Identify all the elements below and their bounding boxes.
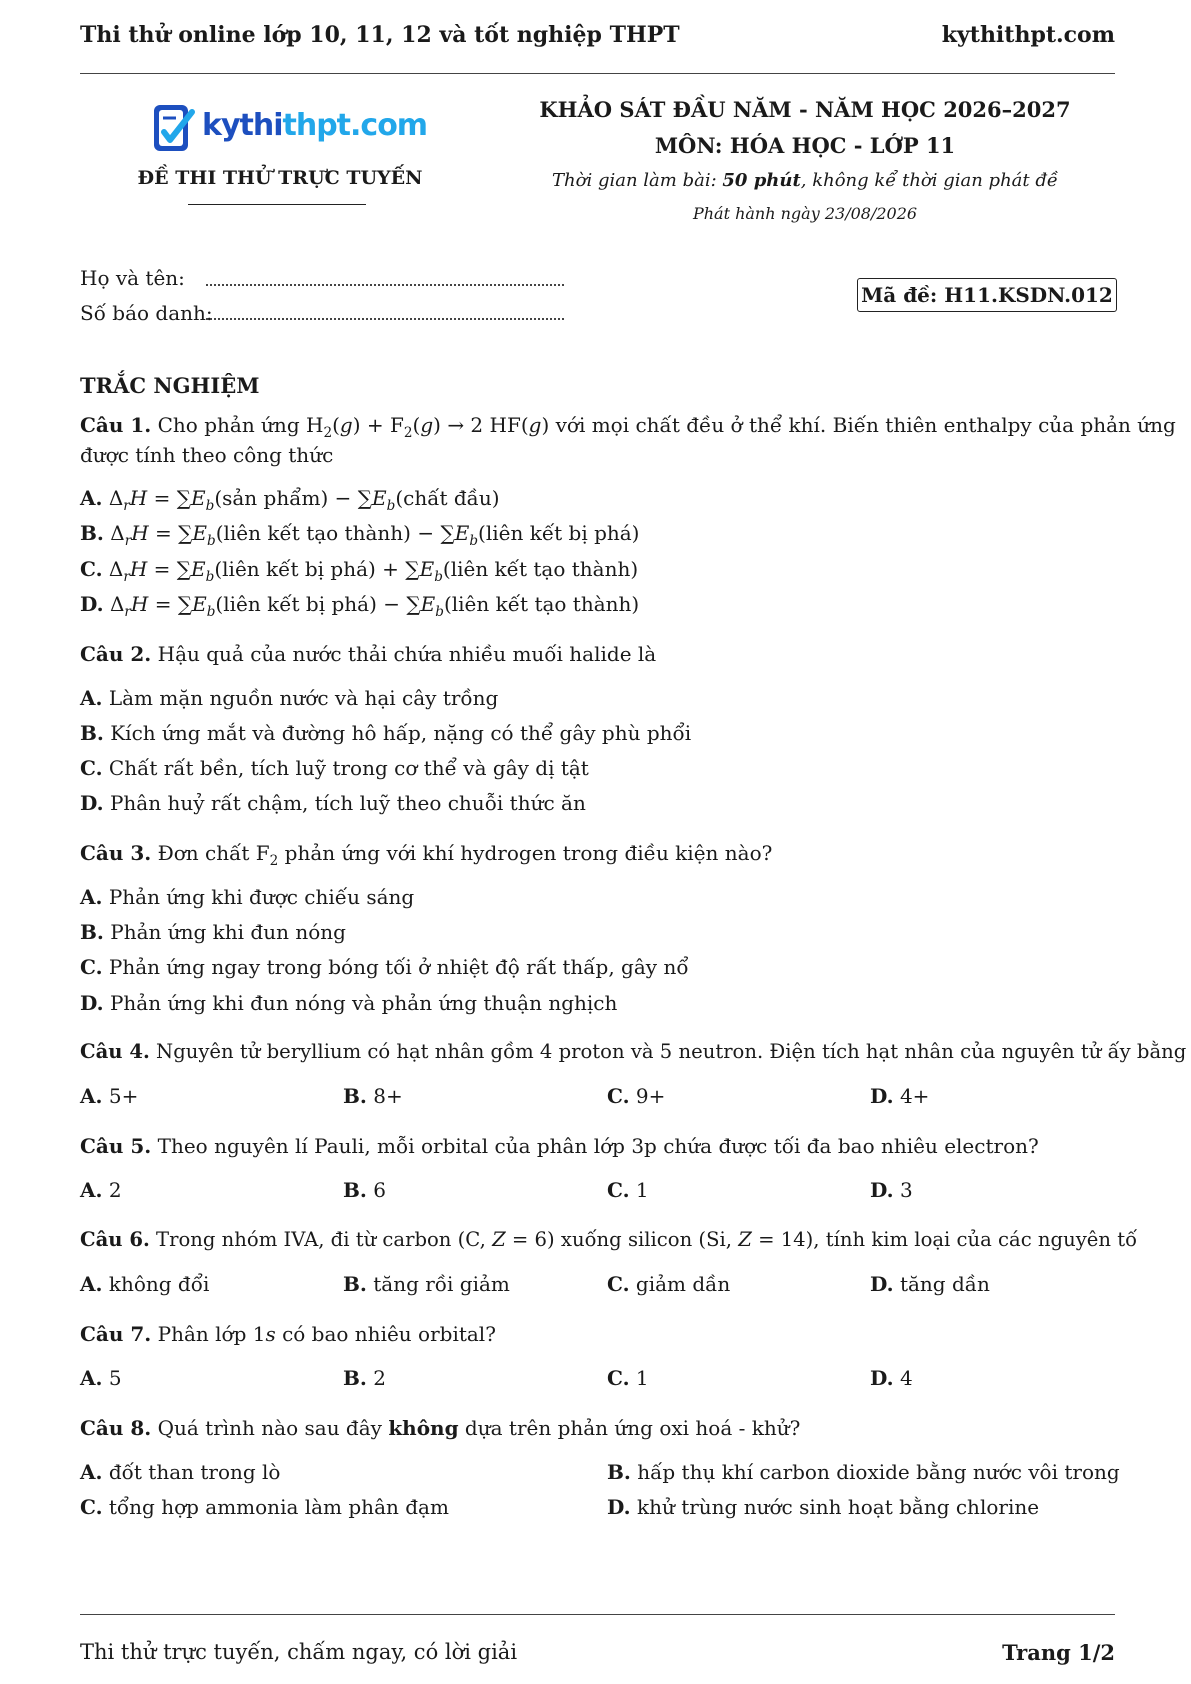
- q7-option-b[interactable]: B. 2: [343, 1366, 386, 1390]
- question-5: Câu 5. Theo nguyên lí Pauli, mỗi orbital của phân lớp 3p chứa được tối đa bao nhiêu electron?: [80, 1134, 1039, 1158]
- q6-option-c[interactable]: C. giảm dần: [607, 1272, 731, 1296]
- header-site-url[interactable]: kythithpt.com: [941, 22, 1115, 48]
- q3-option-b[interactable]: B. Phản ứng khi đun nóng: [80, 920, 346, 944]
- site-logo: [150, 100, 428, 160]
- header-rule: [80, 73, 1115, 74]
- footer-rule: [80, 1614, 1115, 1615]
- footer-slogan: Thi thử trực tuyến, chấm ngay, có lời giải: [80, 1640, 518, 1664]
- q6-option-a[interactable]: A. không đổi: [80, 1272, 210, 1296]
- q2-option-d[interactable]: D. Phân huỷ rất chậm, tích luỹ theo chuỗi thức ăn: [80, 791, 586, 815]
- exam-release-date: Phát hành ngày 23/08/2026: [692, 204, 918, 223]
- q6-option-b[interactable]: B. tăng rồi giảm: [343, 1272, 510, 1296]
- logo-wordmark: kythithpt.com: [202, 108, 428, 143]
- q3-option-a[interactable]: A. Phản ứng khi được chiếu sáng: [80, 885, 415, 909]
- exam-subject: MÔN: HÓA HỌC - LỚP 11: [654, 133, 956, 158]
- q4-option-a[interactable]: A. 5+: [80, 1084, 139, 1108]
- q1-option-c[interactable]: C. $\Delta_rH$ = $\sum E_b(liên$ kết bị phá) + $\sum E_b(liên$ kết tạo thành): [80, 557, 639, 585]
- student-name-field[interactable]: [206, 268, 564, 286]
- question-7: Câu 7. Phân lớp 1s có bao nhiêu orbital?: [80, 1322, 496, 1346]
- q1-option-d[interactable]: D. $\Delta_rH$ = $\sum E_b(liên$ kết bị phá) − $\sum E_b(liên$ kết tạo thành): [80, 592, 640, 620]
- student-id-field[interactable]: [206, 302, 564, 320]
- q7-option-a[interactable]: A. 5: [80, 1366, 122, 1390]
- q2-option-a[interactable]: A. Làm mặn nguồn nước và hại cây trồng: [80, 686, 499, 710]
- q3-option-d[interactable]: D. Phản ứng khi đun nóng và phản ứng thuận nghịch: [80, 991, 618, 1015]
- question-2: Câu 2. Hậu quả của nước thải chứa nhiều muối halide là: [80, 642, 657, 666]
- section-title: TRẮC NGHIỆM: [80, 373, 260, 398]
- q5-option-c[interactable]: C. 1: [607, 1178, 649, 1202]
- q4-option-c[interactable]: C. 9+: [607, 1084, 666, 1108]
- q5-option-a[interactable]: A. 2: [80, 1178, 122, 1202]
- q8-option-d[interactable]: D. khử trùng nước sinh hoạt bằng chlorine: [607, 1495, 1040, 1519]
- question-1-cont: được tính theo công thức: [80, 443, 334, 467]
- q6-option-d[interactable]: D. tăng dần: [870, 1272, 990, 1296]
- exam-duration: Thời gian làm bài: 50 phút, không kể thời gian phát đề: [552, 170, 1058, 191]
- q4-option-d[interactable]: D. 4+: [870, 1084, 930, 1108]
- q8-option-c[interactable]: C. tổng hợp ammonia làm phân đạm: [80, 1495, 449, 1519]
- logo-subtitle: ĐỀ THI THỬ TRỰC TUYẾN: [137, 167, 423, 189]
- q4-option-b[interactable]: B. 8+: [343, 1084, 403, 1108]
- q1-option-a[interactable]: A. $\Delta_rH$ = $\sum E_b(sản$ phẩm) − $\sum E_b(chất$ đầu): [80, 486, 500, 514]
- q8-option-a[interactable]: A. đốt than trong lò: [80, 1460, 281, 1484]
- q2-option-b[interactable]: B. Kích ứng mắt và đường hô hấp, nặng có thể gây phù phổi: [80, 721, 692, 745]
- q7-option-d[interactable]: D. 4: [870, 1366, 913, 1390]
- logo-icon: [150, 102, 202, 158]
- exam-code-box: Mã đề: H11.KSDN.012: [857, 278, 1117, 312]
- subtitle-underline: [188, 204, 366, 205]
- q2-option-c[interactable]: C. Chất rất bền, tích luỹ trong cơ thể và gây dị tật: [80, 756, 589, 780]
- question-1: Câu 1. Cho phản ứng $H_2(g) + F_2(g) \to 2$ HF(g) với mọi chất đều ở thể khí. Biến thiên enthalpy của phản ứng: [80, 413, 1176, 441]
- question-8: Câu 8. Quá trình nào sau đây không dựa trên phản ứng oxi hoá - khử?: [80, 1416, 801, 1440]
- question-3: Câu 3. Đơn chất $F_2$ phản ứng với khí hydrogen trong điều kiện nào?: [80, 841, 773, 869]
- q1-option-b[interactable]: B. $\Delta_rH$ = $\sum E_b(liên$ kết tạo thành) − $\sum E_b(liên$ kết bị phá): [80, 521, 640, 549]
- page-number: Trang 1/2: [1002, 1640, 1115, 1665]
- q5-option-b[interactable]: B. 6: [343, 1178, 386, 1202]
- student-id-label: Số báo danh:: [80, 301, 213, 325]
- question-6: Câu 6. Trong nhóm IVA, đi từ carbon (C, Z = 6) xuống silicon (Si, Z = 14), tính kim loại của các nguyên tố: [80, 1228, 1138, 1251]
- student-name-label: Họ và tên:: [80, 266, 185, 290]
- exam-title: KHẢO SÁT ĐẦU NĂM - NĂM HỌC 2026–2027: [539, 97, 1071, 122]
- question-4: Câu 4. Nguyên tử beryllium có hạt nhân gồm 4 proton và 5 neutron. Điện tích hạt nhân của nguyên tử ấy bằng: [80, 1040, 1187, 1063]
- q5-option-d[interactable]: D. 3: [870, 1178, 913, 1202]
- q3-option-c[interactable]: C. Phản ứng ngay trong bóng tối ở nhiệt độ rất thấp, gây nổ: [80, 955, 689, 979]
- q8-option-b[interactable]: B. hấp thụ khí carbon dioxide bằng nước vôi trong: [607, 1460, 1120, 1484]
- header-site-title: Thi thử online lớp 10, 11, 12 và tốt nghiệp THPT: [80, 22, 680, 48]
- q7-option-c[interactable]: C. 1: [607, 1366, 649, 1390]
